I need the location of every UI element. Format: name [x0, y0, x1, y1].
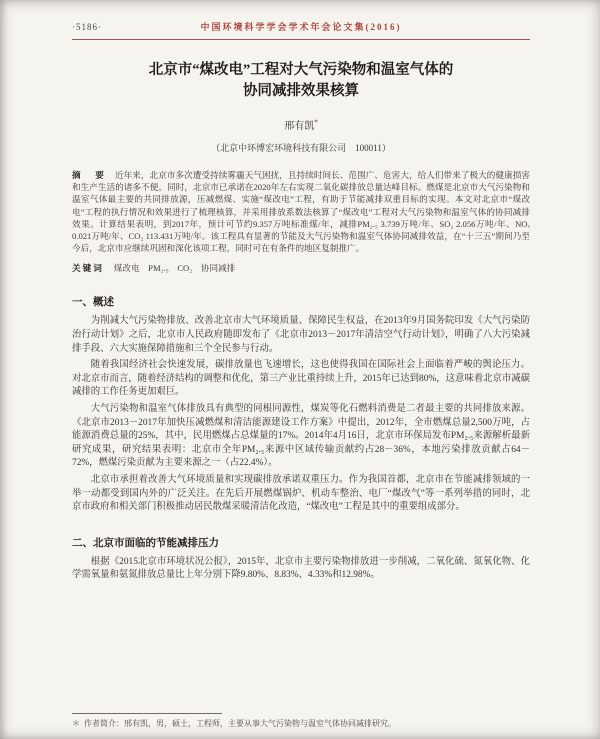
section-1-heading: 一、概述 [72, 297, 114, 309]
paper-title [72, 60, 530, 102]
author-line [72, 117, 530, 132]
keywords-line [72, 262, 530, 274]
paper-title-line2: 协同减排效果核算 [243, 83, 359, 99]
section-1-paragraph: 北京市承担着改善大气环境质量和实现碳排放承诺双重压力。作为我国首都，北京市在节能减排领域的一举一动都受到国内外的广泛关注。在先后开展燃煤锅炉、机动车整治、电厂“煤改气”等一系列举措的同时，北京市政府和相关部门积极推动居民散煤采暖清洁化改造，“煤改电”工程是其中的重要组成部分。 [72, 474, 530, 513]
footnote-text: 作者简介：邢有凯，男，硕士，工程师，主要从事大气污染物与温室气体协同减排研究。 [84, 719, 396, 728]
section-1-paragraph: 为削减大气污染物排放、改善北京市大气环境质量、保障民生权益，在2013年9月国务院印发《大气污染防治行动计划》之后，北京市人民政府随即发布了《北京市2013－2017年清洁空气行动计划》，明确了八大污染减排手段、六大实施保障措施和三个全民参与行动。 [72, 316, 530, 354]
section-2-paragraph: 根据《2015北京市环境状况公报》，2015年，北京市主要污染物排放进一步削减，二氧化硫、氮氧化物、化学需氧量和氨氮排放总量比上年分别下降9.80%、8.83%、4.33%和12.98%。 [72, 556, 530, 581]
header-rule [72, 39, 530, 40]
journal-header: 中国环境科学学会学术年会论文集(2016) [200, 22, 402, 32]
author-footnote-mark: * [314, 118, 318, 127]
footnote-area [72, 713, 530, 729]
section-1-paragraph: 大气污染物和温室气体排放具有典型的同根同源性，煤炭等化石燃料消费是二者最主要的共同排放来源。《北京市2013－2017年加快压减燃煤和清洁能源建设工作方案》中提出，2012年，全市燃煤总量2,500万吨，占能源消费总量的25%，其中，民用燃煤占总煤量的17%。2014年4月16日，北京市环保局发布PM₂.₅来源解析最新研究成果，研究结果表明：北京市全年PM₂.₅来源中区域传输贡献约占28－36%，本地污染排放贡献占64－72%，燃煤污染贡献为主要来源之一（占22.4%）。 [72, 403, 530, 469]
author-name: 邢有凯 [284, 121, 315, 132]
page-number: ·5186· [72, 22, 102, 32]
abstract-text: 近年来，北京市多次遭受持续雾霾天气困扰，且持续时间长、范围广、危害大，给人们带来了极大的健康损害和生产生活的诸多不便。同时，北京市已承诺在2020年左右实现二氧化碳排放总量达峰目标。燃煤是北京市大气污染物和温室气体最主要的共同排放源，压减燃煤、实施“煤改电”工程，有助于节能减排双重目标的实现。本文对北京市“煤改电”工程的执行情况和效果进行了梳理核算，并采用排放系数法核算了“煤改电”工程对大气污染物和温室气体的协同减排效果。计算结果表明，到2017年，预计可节约9.357万吨标准煤/年，减排PM₂.₅ 3.739万吨/年、SO₂ 2.056万吨/年、NOₓ 0.021万吨/年、CO₂ 113.431万吨/年。该工程具有显著的节能及大气污染物和温室气体协同减排效益，在“十三五”期间乃至今后，北京市应继续巩固和深化该项工程，同时可在有条件的地区复制推广。 [72, 170, 530, 254]
affiliation: （北京中环博宏环境科技有限公司 100011） [211, 143, 391, 153]
section-2-heading: 二、北京市面临的节能减排压力 [72, 537, 219, 549]
abstract-label: 摘 要 [72, 170, 107, 180]
keywords-text: 煤改电 PM₂.₅ CO₂ 协同减排 [113, 263, 236, 274]
footnote [72, 718, 530, 729]
section-1-paragraph: 随着我国经济社会快速发展，碳排放量也飞速增长，这也使得我国在国际社会上面临着严峻的舆论压力。对北京市而言，随着经济结构的调整和优化，第三产业比重持续上升，2015年已达到80%，这意味着北京市减碳减排的工作任务更加艰巨。 [72, 360, 530, 398]
abstract-block [72, 169, 530, 254]
keywords-label: 关键词 [72, 263, 104, 274]
page-header [72, 20, 530, 34]
footnote-rule [72, 713, 222, 714]
paper-title-line1: 北京市“煤改电”工程对大气污染物和温室气体的 [148, 62, 454, 78]
footnote-mark: ＊ [72, 719, 80, 728]
